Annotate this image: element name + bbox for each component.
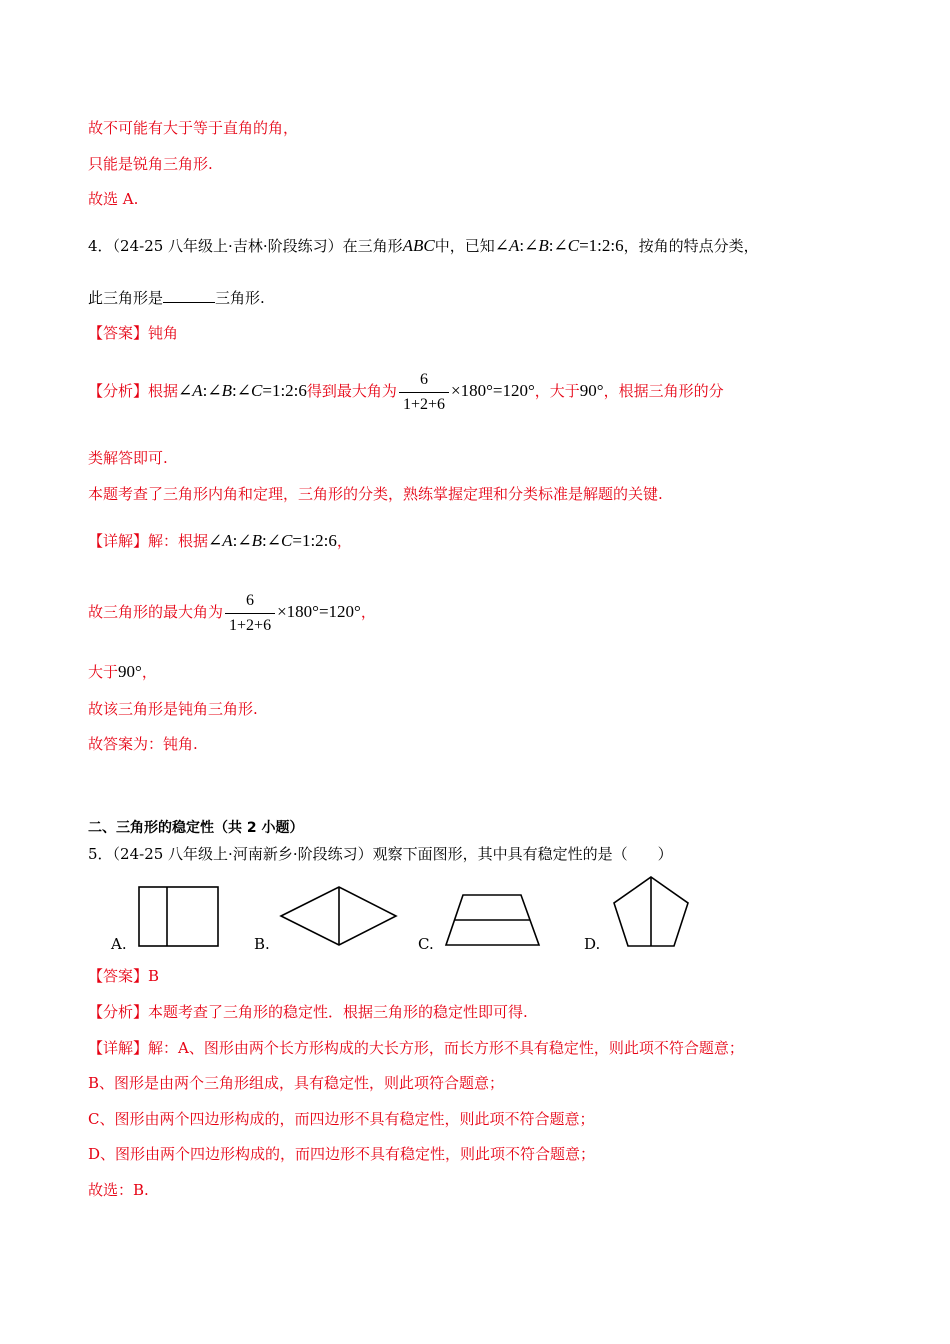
q4-detail: 【详解】解：根据∠A:∠B:∠C=1:2:6， <box>88 531 352 550</box>
solution-line-2: 只能是锐角三角形. <box>88 155 213 173</box>
option-b-label[interactable]: B. <box>254 935 270 953</box>
question-4 <box>88 236 759 256</box>
angle-ratio: ∠A:∠B:∠C=1:2:6 <box>494 236 624 255</box>
question-text: 中，已知 <box>434 237 495 255</box>
figure-option-a <box>138 886 220 948</box>
solution-line-1: 故不可能有大于等于直角的角， <box>88 119 299 137</box>
figure-option-d <box>612 876 690 948</box>
fraction: $\frac{6}{1+2+6}$ <box>225 591 275 636</box>
question-4-line-2: 此三角形是 三角形. <box>88 289 265 307</box>
q5-detail-d: D、图形由两个四边形构成的，而四边形不具有稳定性，则此项不符合题意； <box>88 1145 596 1163</box>
detail-tag: 【详解】 <box>88 1039 149 1057</box>
figure-option-c <box>445 894 541 946</box>
fraction: $\frac{6}{1+2+6}$ <box>399 370 449 415</box>
option-a-label[interactable]: A. <box>111 935 127 953</box>
q4-detail-line-5: 故答案为：钝角. <box>88 735 198 753</box>
solution-line-3: 故选 A. <box>88 190 139 208</box>
answer-tag: 【答案】 <box>88 967 149 985</box>
q5-detail-b: B、图形是由两个三角形组成，具有稳定性，则此项符合题意； <box>88 1074 505 1092</box>
section-heading: 二、三角形的稳定性（共 2 小题） <box>88 820 304 836</box>
q4-detail-line-4: 故该三角形是钝角三角形. <box>88 700 258 718</box>
question-source: （24-25 八年级上·吉林·阶段练习）在三角形 <box>112 237 403 255</box>
option-d-label[interactable]: D. <box>584 935 601 953</box>
answer-tag: 【答案】 <box>88 324 149 342</box>
q5-detail: 【详解】解：A、图形由两个长方形构成的大长方形，而长方形不具有稳定性，则此项不符合题意； <box>88 1039 744 1057</box>
question-5: 5．（24-25 八年级上·河南新乡·阶段练习）观察下面图形，其中具有稳定性的是（ ） <box>88 845 673 863</box>
q4-detail-line-3: 大于90°， <box>88 662 157 681</box>
q5-answer: 【答案】B <box>88 967 160 985</box>
q5-detail-c: C、图形由两个四边形构成的，而四边形不具有稳定性，则此项不符合题意； <box>88 1110 595 1128</box>
q4-analysis: 【分析】根据∠A:∠B:∠C=1:2:6得到最大角为 $\frac{6}{1+2+6}$ ×180°=120°，大于90°，根据三角形的分 <box>88 370 724 413</box>
q5-final: 故选：B. <box>88 1181 149 1199</box>
q4-answer: 【答案】钝角 <box>88 324 179 342</box>
q4-detail-line-2: 故三角形的最大角为 $\frac{6}{1+2+6}$ ×180°=120°， <box>88 591 376 634</box>
q4-analysis-line-2: 类解答即可. <box>88 449 168 467</box>
option-c-label[interactable]: C. <box>418 935 434 953</box>
answer-blank <box>163 288 215 303</box>
figure-option-b <box>280 886 398 946</box>
q5-analysis: 【分析】本题考查了三角形的稳定性．根据三角形的稳定性即可得. <box>88 1003 528 1021</box>
analysis-tag: 【分析】 <box>88 1003 149 1021</box>
question-number: 4． <box>88 237 113 255</box>
question-text-tail: ，按角的特点分类， <box>623 237 759 255</box>
detail-tag: 【详解】 <box>88 532 149 550</box>
q4-analysis-line-3: 本题考查了三角形内角和定理，三角形的分类，熟练掌握定理和分类标准是解题的关键. <box>88 485 663 503</box>
triangle-name: ABC <box>402 236 435 255</box>
analysis-tag: 【分析】 <box>88 382 149 400</box>
